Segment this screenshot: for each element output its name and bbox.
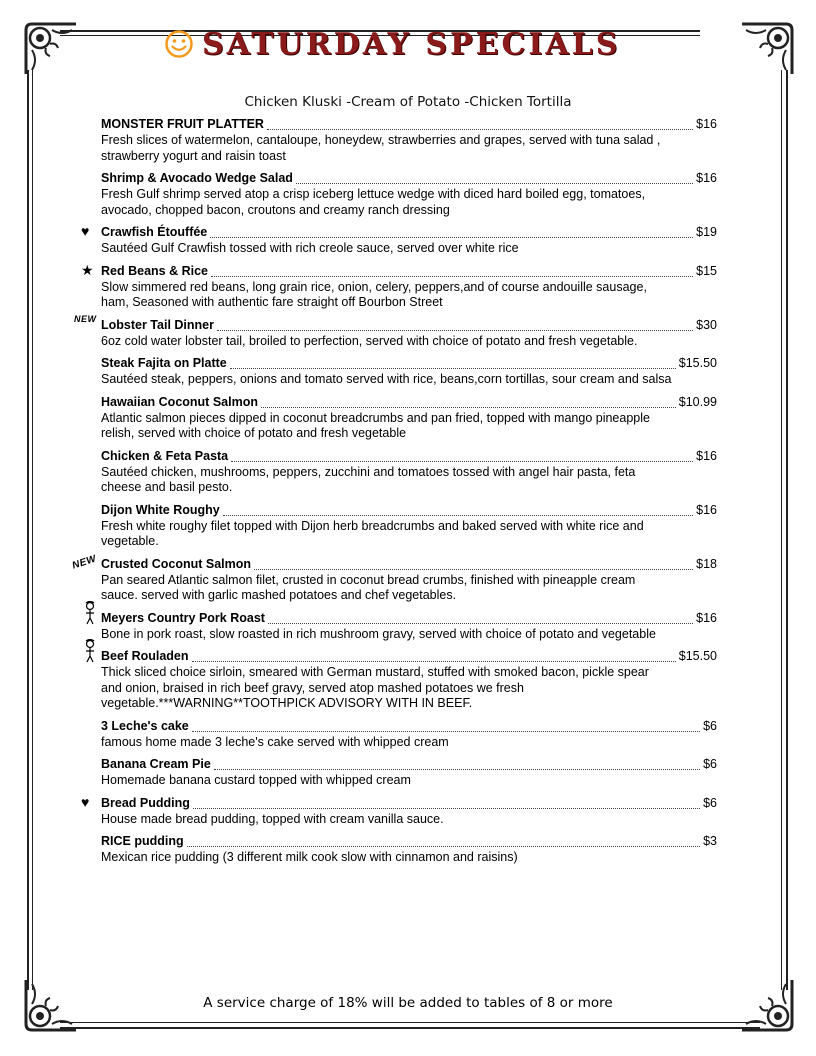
menu-item-price: $16 [696, 171, 717, 185]
menu-item-name: Beef Rouladen [101, 649, 189, 663]
dot-leader [223, 505, 693, 516]
menu-item [70, 552, 717, 604]
dot-leader [192, 721, 700, 732]
menu-item-price: $18 [696, 556, 717, 571]
menu-item-header [101, 225, 717, 240]
menu-item-description: Sautéed Gulf Crawfish tossed with rich creole sauce, served over white rice [101, 241, 519, 255]
menu-item-header [101, 503, 717, 518]
menu-item [81, 793, 717, 828]
menu-item [101, 649, 717, 712]
dot-leader [217, 320, 693, 331]
menu-item-description: Slow simmered red beans, long grain rice, onion, celery, peppers,and of course andouille sausage, ham, Seasoned with authentic fare straight off Bourbon Street [101, 279, 647, 309]
menu-item-header [101, 757, 717, 772]
menu-item-description: Bone in pork roast, slow roasted in rich mushroom gravy, served with choice of potato and vegetable [101, 626, 656, 641]
menu-item-price: $30 [696, 317, 717, 332]
menu-item-name: Crusted Coconut Salmon [101, 556, 252, 571]
menu-item-price: $10.99 [678, 394, 717, 409]
menu-item-description: House made bread pudding, topped with cream vanilla sauce. [101, 811, 444, 826]
menu-item-price: $16 [696, 117, 717, 131]
chef-icon [83, 639, 97, 666]
menu-item-header [101, 649, 717, 664]
menu-item-price: $6 [703, 718, 717, 733]
menu-item-description: Thick sliced choice sirloin, smeared with German mustard, stuffed with smoked bacon, pickle spear and onion, braised in rich beef gravy, served atop mashed potatoes we fresh vegetable.***WARNING**TOOTHPICK ADVISORY WITH IN BEEF. [101, 665, 649, 710]
menu-item [101, 395, 717, 442]
menu-item-name: Dijon White Roughy [101, 502, 220, 517]
menu-item [101, 117, 717, 164]
menu-item-price: $15.50 [678, 356, 717, 370]
menu-item [81, 223, 717, 257]
dot-leader [211, 266, 693, 277]
dot-leader [254, 559, 693, 570]
menu-item-price: $16 [696, 610, 717, 625]
menu-item-name: Banana Cream Pie [101, 757, 211, 771]
menu-item [74, 313, 717, 350]
menu-item [81, 261, 717, 311]
new-badge-tilted: NEW [70, 552, 98, 572]
menu-item-price: $3 [703, 834, 717, 848]
menu-item-name: Crawfish Étouffée [101, 225, 208, 239]
menu-item-price: $19 [696, 225, 717, 239]
dot-leader [261, 397, 676, 408]
menu-item-price: $6 [703, 795, 717, 810]
menu-item-price: $16 [696, 448, 717, 463]
corner-ornament-top-left [22, 20, 80, 78]
menu-item-header [101, 449, 717, 464]
menu-item-description: 6oz cold water lobster tail, broiled to perfection, served with choice of potato and fresh vegetable. [101, 333, 638, 348]
menu-item-description: Fresh slices of watermelon, cantaloupe, honeydew, strawberries and grapes, served with tuna salad , strawberry yogurt and raisin toast [101, 133, 661, 163]
dot-leader [267, 119, 693, 130]
menu-item [101, 834, 717, 866]
menu-item [101, 171, 717, 218]
menu-item-name: Lobster Tail Dinner [101, 317, 214, 332]
dot-leader [187, 836, 700, 847]
menu-item-description: Fresh Gulf shrimp served atop a crisp iceberg lettuce wedge with diced hard boiled egg, tomatoes, avocado, chopped bacon, croutons and creamy ranch dressing [101, 187, 646, 217]
menu-item-description: famous home made 3 leche's cake served with whipped cream [101, 734, 449, 749]
dot-leader [296, 173, 693, 184]
frame-right-border [786, 70, 788, 990]
menu-item-description: Sautéed chicken, mushrooms, peppers, zucchini and tomatoes tossed with angel hair pasta, feta cheese and basil pesto. [101, 464, 636, 494]
dot-leader [192, 651, 676, 662]
menu-item-description: Homemade banana custard topped with whipped cream [101, 773, 411, 787]
menu-item-price: $15 [696, 263, 717, 278]
menu-item [101, 449, 717, 496]
menu-item [101, 757, 717, 789]
menu-item-header [101, 117, 717, 132]
menu-item [101, 611, 717, 643]
dot-leader [268, 613, 693, 624]
menu-item-header [101, 395, 717, 410]
dot-leader [231, 451, 693, 462]
menu-item-header [101, 557, 717, 572]
menu-item-header [101, 171, 717, 186]
soup-of-the-day: Chicken Kluski -Cream of Potato -Chicken Tortilla [244, 94, 572, 110]
menu-item-name: Steak Fajita on Platte [101, 356, 227, 370]
menu-item [101, 356, 717, 388]
chef-icon [83, 601, 97, 628]
menu-item-header [101, 611, 717, 626]
menu-item-header [101, 318, 717, 333]
menu-item-name: Meyers Country Pork Roast [101, 610, 265, 625]
frame-left-border [27, 70, 29, 990]
menu-item-header [101, 356, 717, 371]
menu-item-description: Fresh white roughy filet topped with Dijon herb breadcrumbs and baked served with white rice and vegetable. [101, 518, 644, 548]
menu-item-name: Shrimp & Avocado Wedge Salad [101, 171, 293, 185]
dot-leader [214, 759, 700, 770]
menu-item-price: $15.50 [678, 649, 717, 663]
menu-item-description: Atlantic salmon pieces dipped in coconut breadcrumbs and pan fried, topped with mango pineapple relish, served with choice of potato and fresh vegetable [101, 410, 650, 440]
menu-item-header [101, 719, 717, 734]
frame-left-border-inner [32, 70, 33, 990]
menu-item-name: Bread Pudding [101, 795, 190, 810]
new-badge: NEW [74, 313, 97, 324]
dot-leader [193, 798, 700, 809]
menu-item-header [101, 264, 717, 279]
menu-item [101, 503, 717, 550]
menu-item-price: $16 [696, 502, 717, 517]
smiley-icon [164, 29, 194, 59]
menu-item-description: Sautéed steak, peppers, onions and tomato served with rice, beans,corn tortillas, sour cream and salsa [101, 372, 672, 386]
menu-item-name: MONSTER FRUIT PLATTER [101, 117, 264, 131]
service-charge-note: A service charge of 18% will be added to tables of 8 or more [203, 995, 613, 1011]
menu-item-name: RICE pudding [101, 834, 184, 848]
menu-item-name: Hawaiian Coconut Salmon [101, 394, 258, 409]
page-title: SATURDAY SPECIALS [202, 26, 621, 62]
frame-bottom-border [60, 1027, 760, 1029]
menu-item-description: Pan seared Atlantic salmon filet, crusted in coconut bread crumbs, finished with pineapple cream sauce. served with garlic mashed potatoes and chef vegetables. [101, 572, 636, 602]
dot-leader [210, 227, 693, 238]
heart-icon: ♥ [81, 793, 90, 810]
menu-item [101, 719, 717, 751]
menu-list [70, 117, 717, 873]
menu-item-name: 3 Leche's cake [101, 718, 189, 733]
menu-item-header [101, 796, 717, 811]
menu-item-description: Mexican rice pudding (3 different milk cook slow with cinnamon and raisins) [101, 850, 518, 864]
dot-leader [230, 358, 676, 369]
corner-ornament-top-right [738, 20, 796, 78]
menu-item-price: $6 [703, 757, 717, 771]
menu-item-name: Red Beans & Rice [101, 263, 208, 278]
frame-bottom-border-inner [60, 1022, 760, 1023]
star-icon: ★ [81, 261, 94, 278]
menu-item-header [101, 834, 717, 849]
heart-icon: ♥ [81, 223, 90, 239]
menu-item-name: Chicken & Feta Pasta [101, 448, 229, 463]
page-header [164, 24, 620, 64]
frame-right-border-inner [781, 70, 782, 990]
